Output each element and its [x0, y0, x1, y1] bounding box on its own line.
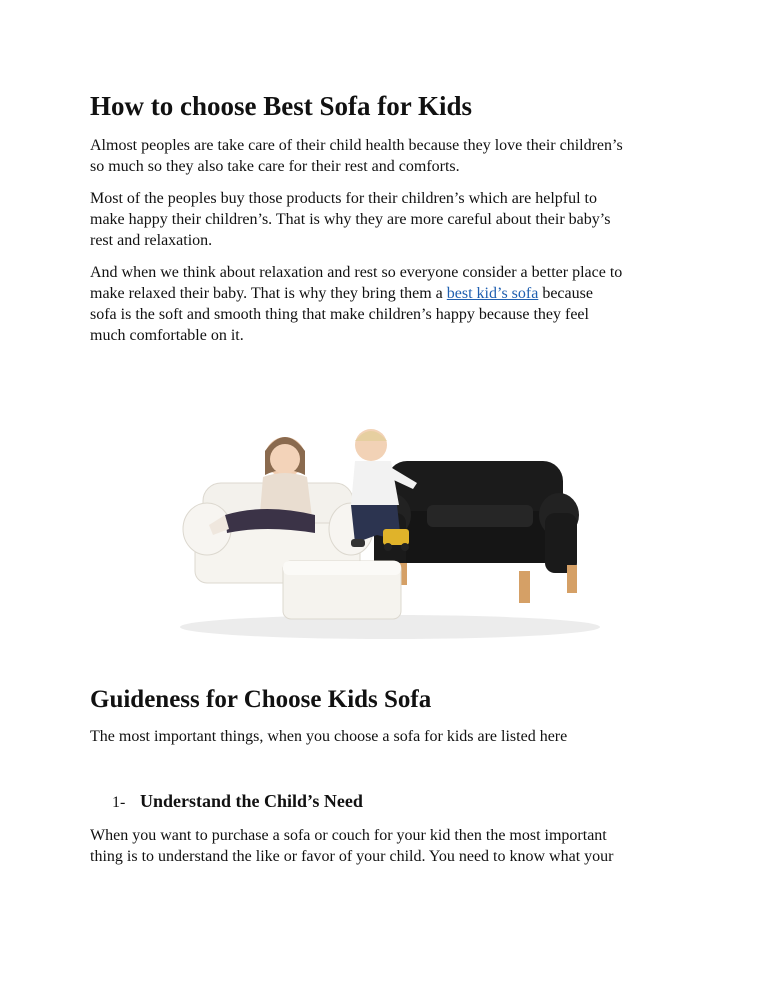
- paragraph-2: [90, 188, 690, 251]
- list-heading: Understand the Child’s Need: [140, 791, 363, 811]
- section-intro-line: The most important things, when you choose a sofa for kids are listed here: [90, 728, 568, 745]
- paragraph-3-line-4: much comfortable on it.: [90, 327, 244, 344]
- kids-sofa-photo: [165, 365, 615, 645]
- paragraph-3-line-2: make relaxed their baby. That is why they bring them a best kid’s sofa because: [90, 285, 593, 302]
- paragraph-2-line-3: rest and relaxation.: [90, 232, 213, 249]
- list-item-1: [112, 791, 363, 812]
- section-title: Guideness for Choose Kids Sofa: [90, 686, 432, 713]
- paragraph-4-line-2: thing is to understand the like or favor of your child. You need to know what your: [90, 848, 614, 865]
- best-kids-sofa-link[interactable]: best kid’s sofa: [446, 285, 539, 302]
- paragraph-3-line-1: And when we think about relaxation and rest so everyone consider a better place to: [90, 264, 623, 281]
- page-title: How to choose Best Sofa for Kids: [90, 91, 472, 121]
- paragraph-3-line-3: sofa is the soft and smooth thing that make children’s happy because they feel: [90, 306, 589, 323]
- paragraph-3: [90, 262, 690, 346]
- paragraph-2-line-1: Most of the peoples buy those products for their children’s which are helpful to: [90, 190, 597, 207]
- paragraph-1: [90, 135, 690, 177]
- paragraph-1-line-1: Almost peoples are take care of their child health because they love their children’s: [90, 137, 623, 154]
- paragraph-4: [90, 825, 690, 867]
- paragraph-4-line-1: When you want to purchase a sofa or couch for your kid then the most important: [90, 827, 607, 844]
- list-number: 1-: [112, 794, 126, 811]
- paragraph-1-line-2: so much so they also take care for their rest and comforts.: [90, 158, 460, 175]
- paragraph-2-line-2: make happy their children’s. That is why they are more careful about their baby’s: [90, 211, 611, 228]
- white-ottoman: [283, 561, 401, 619]
- section-intro: [90, 726, 690, 747]
